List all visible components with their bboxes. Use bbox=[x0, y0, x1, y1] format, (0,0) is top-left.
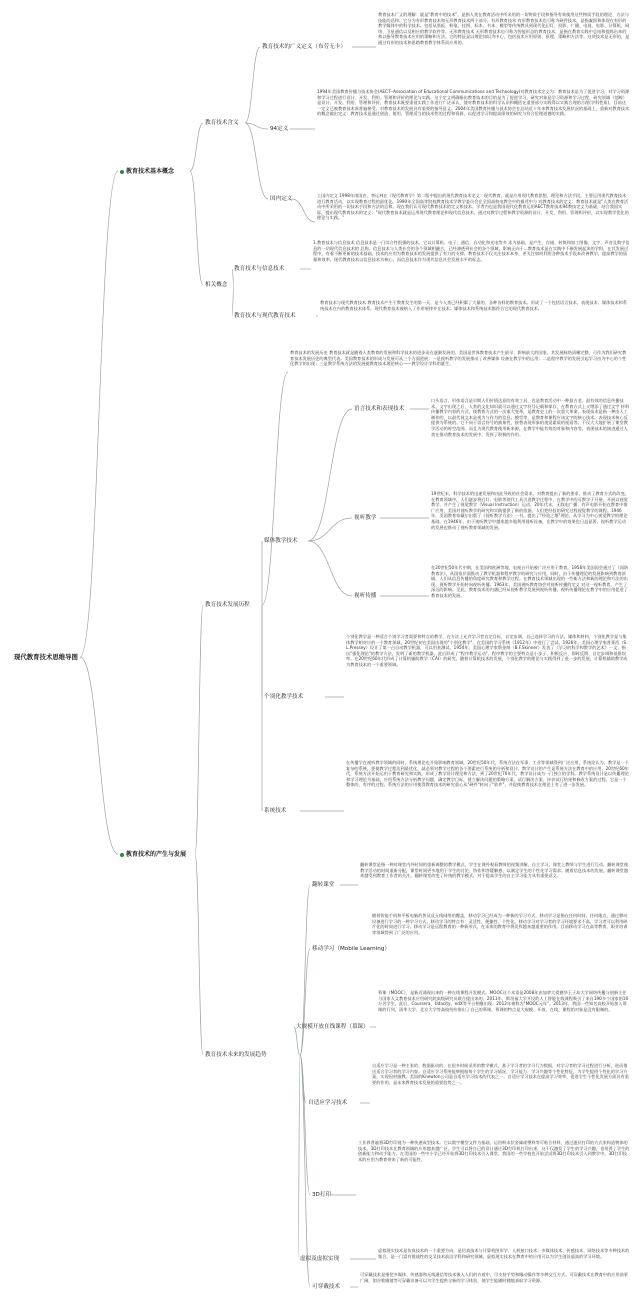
leaf-mooc: 慕课（MOOC），是新近涌现出来的一种在线课程开发模式。MOOC这个术语是2008年由加拿大爱德华王子岛大学网络传播与创新主任与国家人文教育技术应用研究院高级研究员联合提出来的。2011年，斯坦福大学开设的人工智能在线课程吸引了来自190多个国家的16万名学生，此后，Coursera、Udacity、edX等平台相继出现。2012年被称为"MOOC元年"。2013年，我国一些知名高校开始加入慕课的行列，清华大学、北京大学等高校纷纷推出了自己的慕课。慕课的特点是大规模、开放、在线，课程的对象是没有限制的。 bbox=[378, 990, 629, 1012]
connector bbox=[245, 123, 268, 129]
leaf-infotech: 1.教育技术与信息技术 信息技术是一门综合性很强的技术，它以计算机、电子、通信、自动化和光电等多 术为基础，是产生、存储、转换和加工图像、文字、声音及数字信息的一切现代信息技术的 总称。信息技术与人类社会的各个领域相融合，已经渗透到社会的各个领域，影响正向于...教育技术是在实践中不断发展起来的学科，在其发展过程中，有着不断更新的技术基础。技术的应用为教育技术的发展提供了有力的支撑。教育技术不仅关注技术本身，更关注如何利用各种技术手段来改善教学。提高教学的质量和效率。现代教育技术以信息技术为核心，而信息技术作为现代信息社会发展水平的标志。 bbox=[313, 240, 630, 262]
connector bbox=[308, 409, 352, 541]
connector bbox=[80, 171, 118, 657]
bullet-icon bbox=[120, 853, 124, 857]
node-broad-definition[interactable]: 教育技术的广义定义（布劳无卡） bbox=[262, 44, 346, 50]
connector bbox=[308, 518, 352, 541]
leaf-history-intro: 教育技术的发展历史 教育技术就是随着人类教育的发展和科学技术的进步而在逐渐发展的。美国是世界教育技术产生最早、影响最大的国家。其发展脉络清晰完整，可作为我们研究教育技术发展历史的典型代表。美国教育技术的形成与发展可从三个方面进展：一是视听教学的发展推动了改善媒体 设备在教学中的运用；二是程序教学的发展引起学习由为中心的个性化教学的出现；三是教学系统方法的发展使教育技术理论核心——教学设计学科的诞生。 bbox=[290, 350, 627, 367]
connector bbox=[190, 171, 203, 285]
branch-label: 教育技术的产生与发展 bbox=[126, 851, 187, 858]
leaf-individual: 个别化教学是一种适合个别学习者需要和特点的教学，在方法上允许学习者自定目标、自定步调，自己选择学习的方法。媒体和材料，个别化教学是与集体教学相对应的一个教育领域，20世纪初在美国出现的"个别化教学"，在美国的学习系统（1912年）中进行了尝试。1926年，美国心理学家普莱西（S.L.Pressey）设计了第一台自动教学机器，可以用来测试。1954年，美国心理学家斯金纳（B.F.Skinner）发表了《学习的科学和教学的艺术》一文。指出"强化理论"的教学方法，发明了新的教学机器，此后形成了"程序教学运动"。程序教学的主要特点是小步子、积极反应、即时反馈、自定步调和低错误率。在20世纪60年代形成了计算机辅助教学（CAI）的研究，随着计算机技术的发展，个别化教学的理论与实践得到了进一步的发展，计算机辅助教学成为教育技术的一个重要领域。 bbox=[346, 634, 628, 667]
connector bbox=[80, 657, 118, 854]
node-individual[interactable]: 个别化教学技术 bbox=[264, 694, 304, 700]
node-media-tech[interactable]: 媒体教学技术 bbox=[264, 538, 298, 544]
leaf-language-tech: 口头语言。形体语言是早期人们传情达意的有效工具，也是教育活动中一种最古老、最有效的信息传播技术。文字出现之后，人类的文化知识就可以通过文字符号记载和保存，在教育方式上又增添了通过文字 材料传播教学内容的方式，使教育方式的一次重大变革，是教育史上的一次重大革命。表现技术是指一种由人工制作的、以最代视文本是视为与作为的信息。模型等，是教育和课程应该文字的核心技术。表现技术核心反提供为系统的。它不同于语言符号的抽象性，接替表现形象的视觉素质的视看等。不仅大大地扩展了课堂教学活动的时空范围。而且为现代教育使用新来源，在教学中能有效的对象和内容等。表现技术的演进通过人类在推动教育技术的发展中，发挥了积极的作用。 bbox=[431, 398, 630, 437]
leaf-wearable: 可穿戴技术是指把多媒体、传感器和无线通信等技术嵌入人们的衣着中，可支持手势和眼动操作等多种交互方式。可穿戴技术在教育中的应用前景广阔，如谷歌眼镜等可穿戴设备可以为学生提供全新的学习体验，使学生能随时随地获取学习资源。 bbox=[360, 1272, 629, 1283]
node-mobile[interactable]: 移动学习（Mobile Learning） bbox=[312, 946, 390, 952]
connector bbox=[292, 199, 315, 222]
node-vr[interactable]: 虚拟及虚拟实现 bbox=[300, 1256, 340, 1262]
leaf-vr: 虚拟现实技术是仿真技术的一个重要方向，是仿真技术与计算机图形学、人机接口技术、多媒体技术、传感技术、网络技术等多种技术的集合，是一门富有挑战性的交叉技术前沿学科和研究领域。虚拟现实技术在教育中的应用可以为学生创设逼真的学习环境。 bbox=[378, 1248, 630, 1259]
leaf-systems: 在传播学在视听教学领域的同时，系统理论也开始影响教育领域。20世纪50年代，系统方法在军事、工业等领域得到广泛应用，系统论认为，教学是一个复杂的系统，要使教学过程达到最优化，就必须对教学过程的各个要素进行系统的分析和设计。教学设计的产生是系统方法在教育中的应用。20世纪60年代，系统方法开始运用于教育研究和实践，形成了教学设计理论和方法，到了20世纪70年代，教学设计成为一门独立的学科。教学系统设计是以传播理论和学习理论为基础，应用系统方法分析教学问题，确定教学目标，建立解决问题的策略方案、试行解决方案、评价试行结果和修改方案的过程。它是一个整体的、有序的过程。系统方法的应用使得教育技术的研究重心从"硬件"转向了"软件"，并促使教育技术在理论上有了进一步发展。 bbox=[346, 760, 629, 788]
node-history[interactable]: 教育技术发展历程 bbox=[205, 602, 250, 608]
root-node[interactable]: 现代教育技术思维导图 bbox=[14, 653, 78, 661]
node-adaptive[interactable]: 自适应学习技术 bbox=[308, 1100, 348, 1106]
node-modern-edtech[interactable]: 教育技术与现代教育技术 bbox=[234, 313, 296, 319]
leaf-domestic-definition: 上国内定义 1998年南国农、李运林在《现代教育学》第二版中提出的现代教育技术定义：现代教育，就是应用现代教育思想、理论和方法手段，主要运用现代教育技术进行教育活动，以实现教育过程的最优化。1990年全国高等院校教育技术学教学委员会在全国高校电教会中的描述中与 对教育技术的定义：教育技术就是"人类在教育活动中所采用的一切技术手段和方法的总和。现在我们认可现代教育技术的定义和技术。学者内也是我国现代化教育运用AECT教育技术94教技定义为基础，结合我国实际，提出现代教育技术的定义："现代教育技术就是运用现代教育理论和现代信息技术，通过对教学过程和教学资源的设计、开发、利用、管理和评价，以实现教学优化的理论与实践。" bbox=[317, 193, 629, 221]
connector bbox=[245, 47, 260, 123]
leaf-broadcast: 在20世纪50年代中期，在美国和欧洲等地，电视台开始被广泛应用于教育。1958年美国国会通过了《国防教育法》，从国家层面推动了教学机器和程序教学的研究与应用，同时，由于传播理论的发展影响到教育领域，人们从信息传播的角度研究教育和教学过程。在教育技术领域出现的一些新方法和新的理论和方法的出现，视听教学开始转向视听传播。1963年，美国视听教育协会对视听传播的定义 对这一视听教育，产生了深远的影响。至此，教育技术的内涵已经从视听教学发展到视听传播，视听传播理论在教学中的应用促进了教育技术的发展。 bbox=[431, 565, 629, 598]
node-94-definition[interactable]: 94定义 bbox=[270, 126, 289, 132]
node-meaning[interactable]: 教育技术含义 bbox=[205, 120, 239, 126]
connector bbox=[300, 949, 310, 1055]
node-broadcast[interactable]: 视听传播 bbox=[354, 593, 377, 599]
leaf-mobile: 随着智能手机和平板电脑的普及及无线网络的覆盖，移动学习已经成为一种新的学习方式。移动学习是指在任何时间、任何地点，通过移动设备进行学习的一种学习方式。移动学习的特点有：灵活性、便捷性、个性化。移动学习对学习者的学习环境要求不高，学习者可以利用碎片化的时间进行学习。移动学习是远程教育的一种新形式，在未来的教育中将发挥越来越重要的作用。目前移动学习在高等教育、职业培训等领域得到了广泛的应用。 bbox=[372, 913, 628, 935]
leaf-94-definition: 1994年美国教育传播与技术协会(AECT--Association of Educational Communications and Technology)对教育技术定义为：教育技术是为了促进学习，对学习资源和学习过程进行设计、开发、利用、管理和评价的理论与实践。这个定义明确指出教育技术的目的是为了促进学习，研究对象是学习资源和学习过程，研究领域（范畴）是设计、开发、利用、管理和评价，教育技术既要重视实践工作进行广泛承认，使对教育技术的科学认识和概括在重要部分实践得以实践合理的合理(学科性质)，目前这一定义已被教育技术界普遍接受。对教育技术的发展具有重要的指导意义。2004年美国教育传播与技术协会在总结近十年来教育技术发展状况的基础上，重新对教育技术的概念做出定义：教育技术是通过创造、使用、管理适当的技术性的过程和资源，以促进学习和提高绩效的研究与符合伦理道德的实践。 bbox=[317, 89, 630, 117]
branch-basic-concepts[interactable] bbox=[120, 168, 174, 175]
node-wearable[interactable]: 可穿戴技术 bbox=[312, 1284, 340, 1290]
node-systems[interactable]: 系统技术 bbox=[264, 808, 287, 814]
branch-origin-development[interactable] bbox=[120, 851, 186, 858]
leaf-broad-definition: 教育技术广义的理解：就是"教育中的技术"，是指人类在教育活动中所采用的一切物质手段和指导有效使用这些物质手段的理论、方法与技能的总和。它分为有形教育技术和无形教育技术两个部分。有形教育技术 有形教育技术也可称为硬件技术，是指凝固和体现在有形的教学媒体中的科学技术。包括从黑板、粉笔、挂图、标本、书本、模型等传统教具到现代化幻灯、投影、广播、电视、电影、计算机、网络、卫星通信以及相应的教学软件等。无形教育技术 无形教育技术也可称为智能形态的教育技术，是指在教育实践中总结和提炼出来的和以指导教育技术应用的策略和方法。它的特征是以理论知识为中心，包括技术应用原则、原理、策略和方法等。这块技术是无形的，是通过有形的技术和思路教育教学体系而应用的。 bbox=[378, 12, 630, 45]
node-mooc[interactable]: 大规模开放在线课程（慕课） bbox=[296, 1024, 369, 1030]
leaf-modern-edtech: 教育技术与现代教育技术 教育技术产生于教育发生的第一天，是今人类已经积累了大量的、各种各样的教育技术。形成了一个包括语言技术、表现技术、媒体技术和系统技术在内的教育技术体系。现代教育技术被纳入了作用规律并在技术；媒体技术和系统技术都符合它的现代教育技术。 bbox=[320, 300, 628, 311]
node-future[interactable]: 教育技术未来的发展趋势 bbox=[205, 1052, 267, 1058]
node-domestic-definition[interactable]: 国内定义 bbox=[270, 196, 293, 202]
leaf-adaptive: 自适应学习是一种主张的、数据驱动的、在很多时候采用的教学模式，基于学习者的学习行为数据，对学习者的学习过程进行分析，进而推送适合学习者的学习内容。自适应学习系统能够根据每个学生的学习情况、学习能力、学习兴趣等个性化特征，为学生提供个性化的学习方案，实现因材施教。美国的Knewton公司是自适应学习技术的代表之一。自适应学习技术在提高学习效率、促进学生个性化发展方面具有重要的作用，是未来教育技术发展的重要趋势之一。 bbox=[372, 1063, 629, 1085]
connector bbox=[195, 854, 203, 1055]
bullet-icon bbox=[120, 170, 124, 174]
leaf-audiovisual: 19世纪末，科学技术的迅速发展和由此导致的社会需求，对教育提出了新的要求，推动了教育方式的改变。在教育领域中，人们逐步将幻灯、电影等现代工具引进教学过程中，在教学中的可教学于开展，开展以视觉教学，并产生了视觉教学（Visual Instruction）运动。20年代末，无线电广播、有声电影开始在教育中推广应用，美国对视听教学的研究和实践提供了新的依据，人们把经验的研究过程视觉教学的课程。1946年，美国教育家戴尔出版了《视听教学方法》一书，提出了"经验之塔"理论，从学习为中心视觉教学的理论基础。在1946年，由于视听教学中越来越多地利用视听设备，在教学中的效果也日益显著，视听教学运动的发展也推动了视听教育领域的发展。 bbox=[431, 491, 629, 530]
leaf-flipped: 翻转课堂是指一种对课堂内外时间的重新调整的教学模式，学生在课外观看教师的视频讲解，自主学习，课堂上教师与学生进行互动。翻转课堂使教学活动的时间重新分配，课堂时间更多地用于学生的讨论、协作和答疑解惑，以满足学生的个性化学习需求。随着信息技术的发展，翻转课堂越来越受到教育工作者的关注。翻转课堂改变了传统的教学模式，对于提高学生的自主学习能力具有重要意义。 bbox=[360, 862, 629, 879]
node-flipped[interactable]: 翻转课堂 bbox=[312, 882, 335, 888]
node-infotech[interactable]: 教育技术与信息技术 bbox=[234, 266, 285, 272]
connector bbox=[300, 1055, 310, 1195]
connector bbox=[308, 541, 352, 596]
branch-label: 教育技术基本概念 bbox=[126, 168, 175, 175]
connector bbox=[195, 605, 203, 854]
node-language-tech[interactable]: 语言技术和表现技术 bbox=[354, 406, 405, 412]
connector bbox=[298, 1055, 300, 1259]
connector bbox=[262, 372, 288, 605]
connector bbox=[245, 123, 268, 199]
connector bbox=[294, 1027, 300, 1055]
connector bbox=[300, 1055, 306, 1103]
connector bbox=[232, 285, 234, 316]
connector bbox=[300, 1055, 310, 1287]
node-related-concepts[interactable]: 相关概念 bbox=[205, 282, 228, 288]
node-3d-printing[interactable]: 3D打印 bbox=[312, 1192, 332, 1198]
connector bbox=[190, 123, 203, 171]
leaf-3d-printing: 工业界普遍将3D打印视为一种快速成型技术。它以数字模型文件为基础，运用粉末状金属或塑料等可粘合材料，通过逐层打印的方式来构造物体的技术。3D打印技术在教育领域的应用越来越广泛，学生可以将自己的设计通过3D打印机打印出来，这不仅激发了学生的学习兴趣，也培养了学生的创新能力和动手能力。在美国的一些中小学已经开始将3D打印技术引入课堂，我国的一些学校也开始尝试将3D打印技术引入到教学中。3D打印技术的应用为教育带来了新的可能性。 bbox=[358, 1140, 630, 1162]
node-audiovisual[interactable]: 视听教学 bbox=[354, 515, 377, 521]
